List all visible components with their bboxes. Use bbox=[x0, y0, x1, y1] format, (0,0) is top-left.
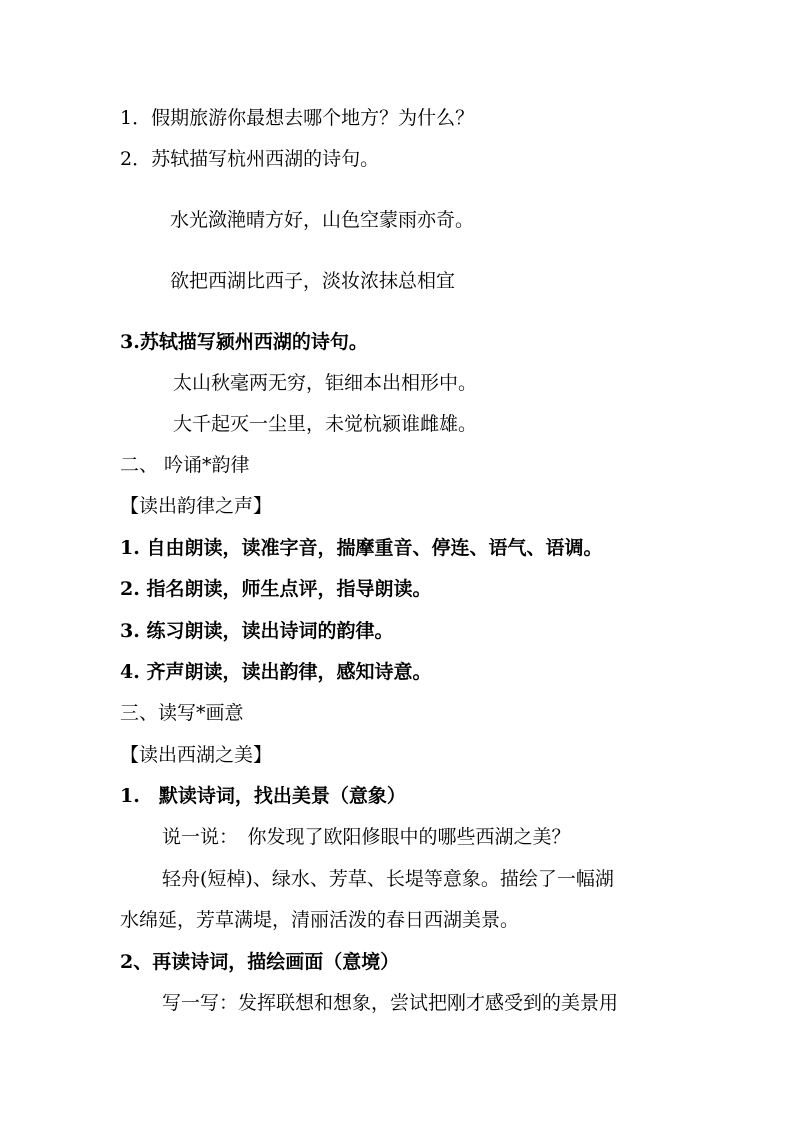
poem-line: 太山秋毫两无穷，钜细本出相形中。 bbox=[173, 372, 478, 394]
section-heading: 二、 吟诵*韵律 bbox=[120, 454, 250, 476]
list-item: 3. 练习朗读，读出诗词的韵律。 bbox=[120, 620, 394, 642]
list-item: 1. 默读诗词，找出美景（意象） bbox=[120, 785, 406, 807]
list-item: 4. 齐声朗读，读出韵律，感知诗意。 bbox=[120, 661, 432, 683]
question-2: 2．苏轼描写杭州西湖的诗句。 bbox=[120, 148, 380, 170]
poem-line: 大千起灭一尘里，未觉杭颍谁雌雄。 bbox=[173, 413, 478, 435]
answer-text: 水绵延，芳草满堤，清丽活泼的春日西湖美景。 bbox=[120, 909, 520, 931]
question-3: 3.苏轼描写颍州西湖的诗句。 bbox=[120, 331, 368, 353]
activity-prompt: 写一写：发挥联想和想象，尝试把刚才感受到的美景用 bbox=[162, 992, 619, 1014]
subsection-heading: 【读出韵律之声】 bbox=[120, 495, 273, 517]
question-1: 1．假期旅游你最想去哪个地方？为什么？ bbox=[120, 107, 475, 129]
list-item: 1. 自由朗读，读准字音，揣摩重音、停连、语气、语调。 bbox=[120, 537, 603, 559]
activity-prompt: 说一说： 你发现了欧阳修眼中的哪些西湖之美？ bbox=[162, 826, 571, 848]
poem-line: 水光潋滟晴方好，山色空蒙雨亦奇。 bbox=[170, 209, 475, 231]
answer-text: 轻舟(短棹)、绿水、芳草、长堤等意象。描绘了一幅湖 bbox=[162, 868, 614, 890]
section-heading: 三、读写*画意 bbox=[120, 702, 244, 724]
subsection-heading: 【读出西湖之美】 bbox=[120, 744, 273, 766]
poem-line: 欲把西湖比西子，淡妆浓抹总相宜 bbox=[170, 270, 456, 292]
list-item: 2、再读诗词，描绘画面（意境） bbox=[120, 951, 400, 973]
list-item: 2. 指名朗读，师生点评，指导朗读。 bbox=[120, 578, 432, 600]
